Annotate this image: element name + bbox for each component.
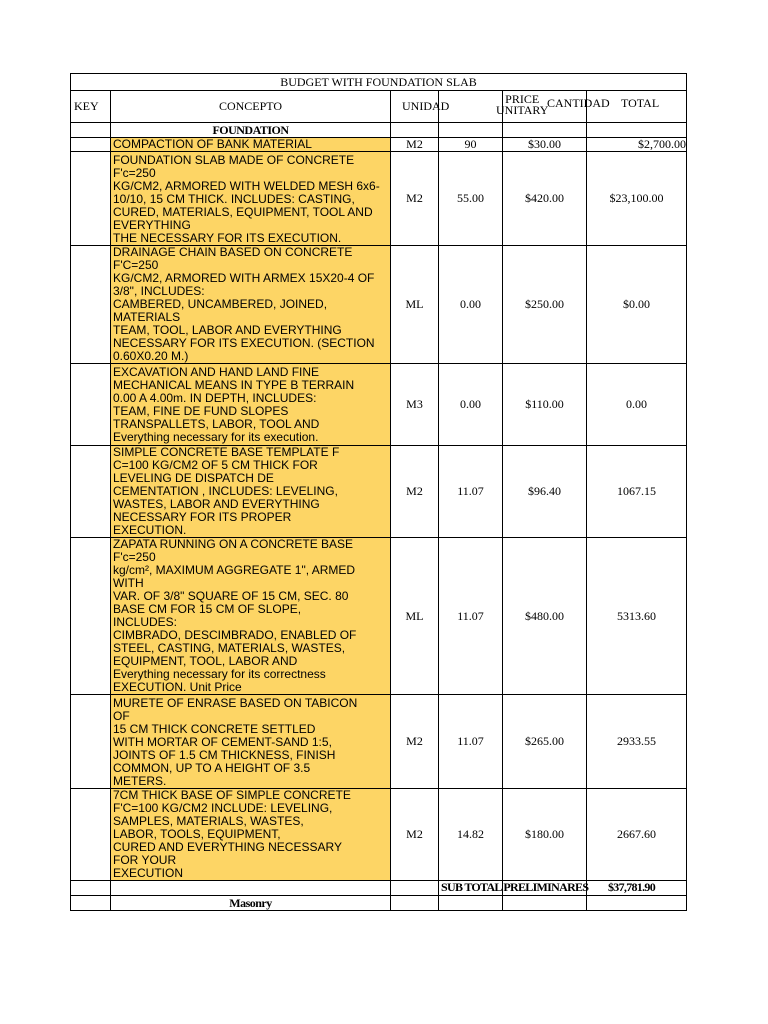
row-concept-text: MURETE OF ENRASE BASED ON TABICON OF 15 CM THICK CONCRETE SETTLED WITH MORTAR OF CEMENT-SAND 1:5, JOINTS OF 1.5 CM THICKNESS, FINISH COMMON, UP TO A HEIGHT OF 3.5 METERS. <box>113 696 358 788</box>
row-unit[interactable]: M2 <box>391 789 439 881</box>
header-total: TOTAL <box>621 96 660 110</box>
row-concept[interactable] <box>111 364 391 446</box>
row-price[interactable]: $265.00 <box>503 695 587 789</box>
row-total[interactable]: $2,700.00 <box>587 138 687 152</box>
row-unit[interactable]: M2 <box>391 152 439 246</box>
header-key[interactable]: KEY <box>71 91 111 123</box>
header-unit-cell[interactable] <box>391 91 450 123</box>
row-price[interactable]: $110.00 <box>503 364 587 446</box>
row-concept-text: 7CM THICK BASE OF SIMPLE CONCRETE F'C=100 KG/CM2 INCLUDE: LEVELING, SAMPLES, MATERIALS, WASTES, LABOR, TOOLS, EQUIPMENT, CURED AND EVERYTHING NECESSARY FOR YOUR EXECUTION <box>113 788 351 880</box>
row-concept[interactable] <box>111 695 391 789</box>
subtotal-label-cell[interactable] <box>439 880 589 896</box>
row-total[interactable]: $23,100.00 <box>587 152 687 246</box>
row-price[interactable]: $420.00 <box>503 152 587 246</box>
section-masonry-label[interactable]: Masonry <box>111 896 391 911</box>
row-unit[interactable]: M3 <box>391 364 439 446</box>
cell-empty[interactable] <box>71 896 111 911</box>
row-concept-text: DRAINAGE CHAIN BASED ON CONCRETE F'C=250 KG/CM2, ARMORED WITH ARMEX 15X20-4 OF 3/8", INCLUDES: CAMBERED, UNCAMBERED, JOINED, MATERIALS TEAM, TOOL, LABOR AND EVERYTHING NECESSARY FOR ITS EXECUTION. (SECTION 0.60X0.20 M.) <box>113 245 375 363</box>
section-foundation-label[interactable]: FOUNDATION <box>111 123 391 138</box>
header-price: PRICE UNITARY <box>496 92 549 117</box>
row-price[interactable]: $480.00 <box>503 538 587 695</box>
section-masonry-row <box>71 896 687 911</box>
header-unit: UNIDAD <box>402 99 450 113</box>
cell-empty[interactable] <box>587 896 687 911</box>
row-key[interactable] <box>71 152 111 246</box>
table-row <box>71 695 687 789</box>
cell-empty[interactable] <box>71 881 111 896</box>
header-price-cell[interactable] <box>496 91 610 123</box>
row-key[interactable] <box>71 446 111 538</box>
subtotal-label: SUB TOTAL PRELIMINARES <box>441 880 589 894</box>
row-concept[interactable] <box>111 538 391 695</box>
header-quantity: CANTIDAD <box>547 96 610 110</box>
row-unit[interactable]: M2 <box>391 695 439 789</box>
row-concept-text: COMPACTION OF BANK MATERIAL <box>113 137 312 151</box>
row-key[interactable] <box>71 789 111 881</box>
row-total[interactable]: 1067.15 <box>587 446 687 538</box>
row-concept[interactable] <box>111 446 391 538</box>
cell-empty[interactable] <box>503 896 587 911</box>
row-concept-text: ZAPATA RUNNING ON A CONCRETE BASE F'c=250 kg/cm², MAXIMUM AGGREGATE 1", ARMED WITH VAR. OF 3/8" SQUARE OF 15 CM, SEC. 80 BASE CM FOR 15 CM OF SLOPE, INCLUDES: CIMBRADO, DESCIMBRADO, ENABLED OF STEEL, CASTING, MATERIALS, WASTES, EQUIPMENT, TOOL, LABOR AND Everything necessary for its correctness EXECUTION. Unit Price <box>113 537 357 694</box>
row-key[interactable] <box>71 138 111 152</box>
row-total[interactable]: $0.00 <box>587 246 687 364</box>
cell-empty[interactable] <box>71 123 111 138</box>
sheet-title[interactable]: BUDGET WITH FOUNDATION SLAB <box>71 74 687 91</box>
cell-empty[interactable] <box>391 123 439 138</box>
row-price[interactable]: $180.00 <box>503 789 587 881</box>
table-row <box>71 538 687 695</box>
row-concept[interactable] <box>111 152 391 246</box>
table-row <box>71 364 687 446</box>
section-foundation-row <box>71 123 687 138</box>
row-quantity[interactable]: 11.07 <box>439 446 503 538</box>
row-key[interactable] <box>71 695 111 789</box>
header-total-cell[interactable] <box>587 91 687 123</box>
cell-empty[interactable] <box>587 123 687 138</box>
row-price[interactable]: $96.40 <box>503 446 587 538</box>
row-concept-text: SIMPLE CONCRETE BASE TEMPLATE F C=100 KG/CM2 OF 5 CM THICK FOR LEVELING DE DISPATCH DE CEMENTATION , INCLUDES: LEVELING, WASTES, LABOR AND EVERYTHING NECESSARY FOR ITS PROPER EXECUTION. <box>113 445 340 537</box>
title-row <box>71 74 687 91</box>
row-price[interactable]: $30.00 <box>503 138 587 152</box>
row-concept[interactable] <box>111 246 391 364</box>
table-row <box>71 246 687 364</box>
row-key[interactable] <box>71 246 111 364</box>
row-quantity[interactable]: 90 <box>439 138 503 152</box>
row-concept-text: FOUNDATION SLAB MADE OF CONCRETE F'c=250 KG/CM2, ARMORED WITH WELDED MESH 6x6- 10/10, 15 CM THICK. INCLUDES: CASTING, CURED, MATERIALS, EQUIPMENT, TOOL AND EVERYTHING THE NECESSARY FOR ITS EXECUTION. <box>113 153 380 245</box>
header-row <box>71 91 687 123</box>
cell-empty[interactable] <box>439 896 503 911</box>
row-unit[interactable]: M2 <box>391 446 439 538</box>
row-concept-text: EXCAVATION AND HAND LAND FINE MECHANICAL MEANS IN TYPE B TERRAIN 0.00 A 4.00m. IN DEPTH, INCLUDES: TEAM, FINE DE FUND SLOPES TRANSPALLETS, LABOR, TOOL AND Everything necessary for its execution. <box>113 364 355 444</box>
row-quantity[interactable]: 11.07 <box>439 695 503 789</box>
table-row <box>71 446 687 538</box>
row-unit[interactable]: ML <box>391 538 439 695</box>
row-total[interactable]: 2933.55 <box>587 695 687 789</box>
row-price[interactable]: $250.00 <box>503 246 587 364</box>
row-key[interactable] <box>71 538 111 695</box>
row-quantity[interactable]: 0.00 <box>439 364 503 446</box>
row-concept[interactable] <box>111 138 391 152</box>
row-total[interactable]: 5313.60 <box>587 538 687 695</box>
cell-empty[interactable] <box>111 881 391 896</box>
cell-empty[interactable] <box>439 123 503 138</box>
row-quantity[interactable]: 55.00 <box>439 152 503 246</box>
table-row <box>71 138 687 152</box>
row-quantity[interactable]: 0.00 <box>439 246 503 364</box>
cell-empty[interactable] <box>391 896 439 911</box>
cell-empty[interactable] <box>503 123 587 138</box>
cell-empty[interactable] <box>391 881 439 896</box>
row-unit[interactable]: ML <box>391 246 439 364</box>
subtotal-value-cell[interactable] <box>587 881 687 896</box>
row-concept[interactable] <box>111 789 391 881</box>
subtotal-value: $37,781.90 <box>608 880 656 894</box>
row-total[interactable]: 2667.60 <box>587 789 687 881</box>
table-row <box>71 789 687 881</box>
table-row <box>71 152 687 246</box>
subtotal-row <box>71 881 687 896</box>
row-unit[interactable]: M2 <box>391 138 439 152</box>
header-concept[interactable]: CONCEPTO <box>111 91 391 123</box>
row-quantity[interactable]: 11.07 <box>439 538 503 695</box>
row-key[interactable] <box>71 364 111 446</box>
budget-table <box>70 73 687 911</box>
row-total[interactable]: 0.00 <box>587 364 687 446</box>
row-quantity[interactable]: 14.82 <box>439 789 503 881</box>
